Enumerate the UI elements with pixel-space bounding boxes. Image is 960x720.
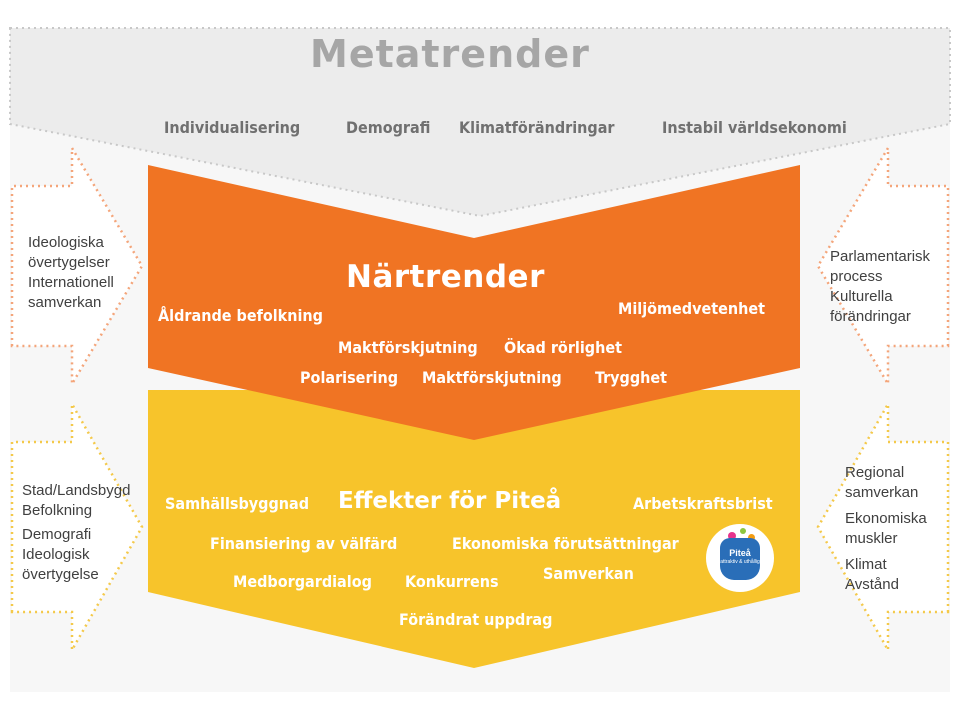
metatrend-klimatforandringar: Klimatförändringar [459,118,615,137]
left-lower-line: Ideologisk [22,546,90,563]
right-upper-factors [830,247,930,327]
metatrend-individualisering: Individualisering [164,118,301,137]
nartrend-maktforskjutning-1: Maktförskjutning [338,338,478,357]
effekt-samverkan: Samverkan [543,564,634,583]
metatrend-instabil-varldsekonomi: Instabil världsekonomi [662,118,847,137]
left-lower-line: övertygelse [22,566,99,583]
pitea-logo [706,524,774,592]
left-lower-line: Stad/Landsbygd [22,482,131,499]
nartrend-okad-rorlighet: Ökad rörlighet [504,338,622,357]
nartrend-miljomedvetenhet: Miljömedvetenhet [618,299,766,318]
effekt-finansiering-av-valfard: Finansiering av välfärd [210,534,398,553]
right-lower-line: Klimat [845,556,887,573]
effekt-arbetskraftsbrist: Arbetskraftsbrist [633,494,773,513]
logo-bottle-icon [720,538,760,580]
left-upper-line: Internationell [28,274,114,291]
left-lower-line: Demografi [22,526,92,543]
nartrend-trygghet: Trygghet [595,368,668,387]
right-upper-line: Parlamentarisk [830,248,931,265]
logo-bubble-icon [740,528,746,534]
effekt-forandrat-uppdrag: Förändrat uppdrag [399,610,553,629]
right-lower-factors [845,463,927,595]
effekt-ekonomiska-forutsattningar: Ekonomiska förutsättningar [452,534,679,553]
logo-tagline: attraktiv & uthållig [720,559,760,565]
effekt-medborgardialog: Medborgardialog [233,572,372,591]
effekter-title: Effekter för Piteå [338,488,562,514]
right-lower-line: muskler [845,530,898,547]
right-upper-line: Kulturella [830,288,893,305]
right-lower-line: Ekonomiska [845,510,927,527]
left-upper-line: övertygelser [28,254,110,271]
right-lower-line: Regional [845,464,905,481]
left-upper-line: samverkan [28,294,102,311]
effekt-konkurrens: Konkurrens [405,572,499,591]
metatrend-demografi: Demografi [346,118,431,137]
left-lower-factors [22,481,130,585]
nartrender-title: Närtrender [346,259,545,295]
effekt-samhallsbyggnad: Samhällsbyggnad [165,494,310,513]
nartrend-maktforskjutning-2: Maktförskjutning [422,368,562,387]
left-upper-line: Ideologiska [28,234,104,251]
metatrender-title: Metatrender [310,32,590,76]
right-lower-line: samverkan [845,484,919,501]
right-lower-line: Avstånd [845,576,899,593]
left-lower-line: Befolkning [22,502,93,519]
right-upper-line: förändringar [830,308,911,325]
nartrend-aldrande-befolkning: Åldrande befolkning [158,306,323,325]
right-upper-line: process [830,268,883,285]
left-upper-factors [28,233,114,313]
nartrend-polarisering: Polarisering [300,368,399,387]
logo-name: Piteå [729,548,751,558]
